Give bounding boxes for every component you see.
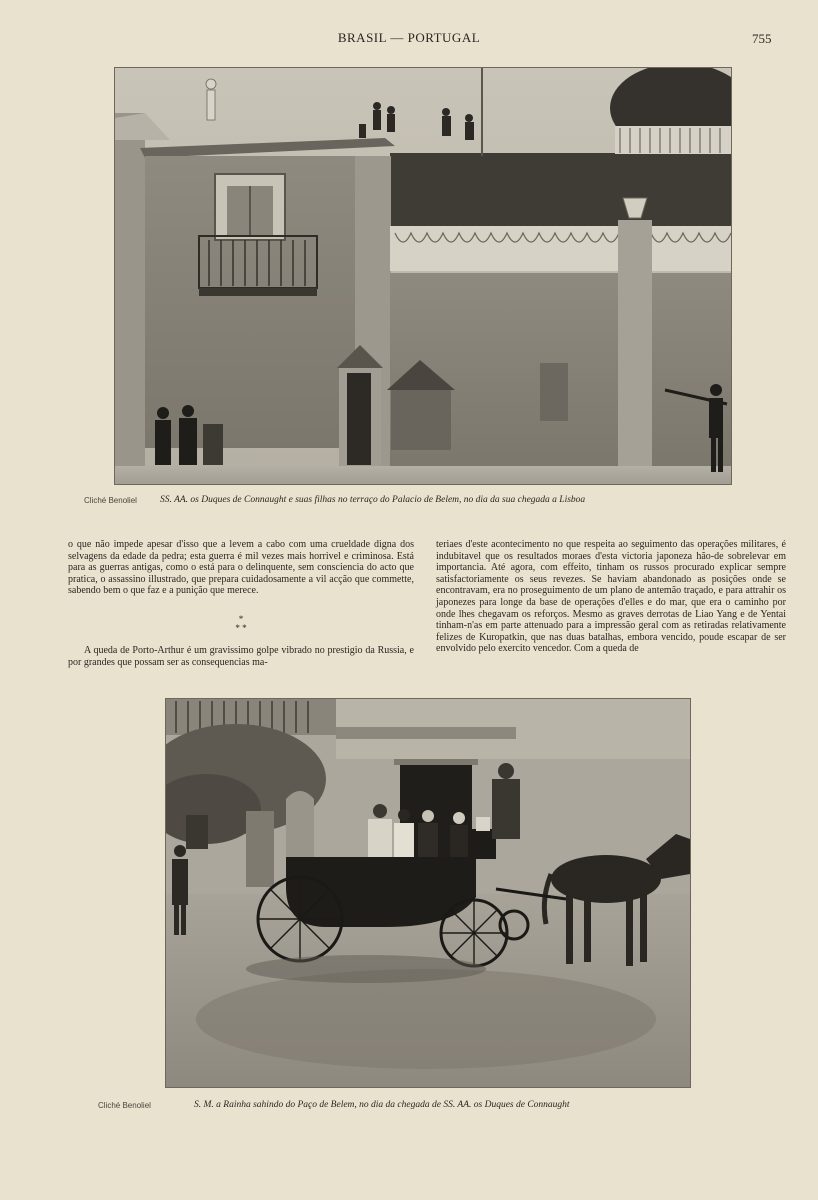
article-column-left [68,539,414,668]
photo-palace-terrace [114,67,732,485]
page-number: 755 [752,31,772,46]
photo-bottom-credit: Cliché Benoliel [98,1101,151,1110]
article-column-right [436,539,786,655]
palace-terrace-illustration [115,68,731,484]
article-paragraph: A queda de Porto-Arthur é um gravissimo golpe vibrado no prestigio da Russia, e por grandes que possam ser as consequencias ma- [68,644,414,668]
photo-top-credit: Cliché Benoliel [84,496,137,505]
running-head: BRASIL — PORTUGAL [337,30,481,45]
article-paragraph: teriaes d'este acontecimento no que respeita ao seguimento das operações militares, é indubitavel que os resultados moraes d'esta victoria japoneza hão-de sobrelevar em importancia. Até agora, com effeito, tinham os russos procurado explicar sempre satisfactoriamente os seus revezes. Se haviam abandonado as posições onde se encontravam, era no proseguimento de um plano de antemão traçado, e para attrahir os japonezes para longe da base de operações d'elles e do mar, que era o caminho por onde lhes chegavam os reforços. Mesmo as graves derrotas de Liao Yang e de Yentai tinham-n'as em parte attenuado para a impressão geral com as retiradas relativamente felizes de Kuropatkin, que nas duas batalhas, embora vencido, poude escapar de ser envolvido pelo exercito vencedor. Com a queda de [436,539,786,655]
photo-bottom-caption: S. M. a Rainha sahindo do Paço de Belem, no dia da chegada de SS. AA. os Duques de Connaught [194,1100,570,1110]
photo-queen-carriage [165,698,691,1088]
article-paragraph: o que não impede apesar d'isso que a levem a cabo com uma crueldade digna dos selvagens da edade da pedra; esta guerra é mil vezes mais horrivel e criminosa. Está para as guerras antigas, como o está para o delinquente, sem consciencia do acto que pratica, o assassino illustrado, que prepara cuidadosamente a vil acção que commette, sabendo bem o que faz e a punição que merece. [68,539,414,597]
carriage-illustration [166,699,690,1087]
section-separator: * * * [235,614,247,633]
photo-top-caption: SS. AA. os Duques de Connaught e suas filhas no terraço do Palacio de Belem, no dia da sua chegada a Lisboa [160,495,586,505]
